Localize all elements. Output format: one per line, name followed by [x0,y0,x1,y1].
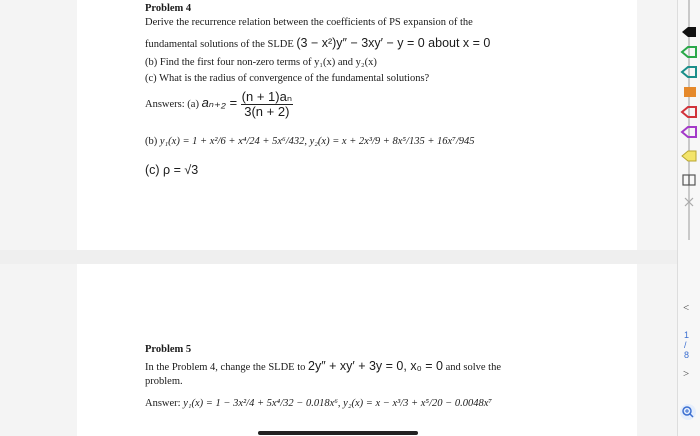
answer-b-y1: y₁(x) = 1 + x²/6 + x⁴/24 + 5x⁶/432 [159,136,305,147]
problem5-line1-suffix: and solve the [445,362,501,373]
problem5-answer-y2: y₂(x) = x − x³/3 + x⁵/20 − 0.0048x⁷ [343,398,493,409]
page-up-button[interactable]: < [683,302,690,314]
answer-a-denominator: 3(n + 2) [244,103,290,119]
page-gap [0,250,700,264]
pen-black-icon[interactable] [680,24,698,40]
horizontal-scrollbar[interactable] [258,431,418,435]
answer-a-lhs: aₙ₊₂ = [201,94,238,110]
problem5-slde: 2y″ + xy′ + 3y = 0, x₀ = 0 [308,359,443,373]
eraser-icon[interactable] [680,172,698,188]
page-down-button[interactable]: > [683,368,690,380]
problem5-answer-label: Answer: [145,398,181,409]
problem4-title: Problem 4 [145,3,192,14]
answer-a-numerator: (n + 1)aₙ [241,89,292,104]
page-total: 8 [684,350,690,360]
pen-teal-icon[interactable] [680,64,698,80]
page-current: 1 [684,330,690,340]
answer-b-label: (b) [145,136,158,147]
pen-green-icon[interactable] [680,44,698,60]
zoom-icon [680,404,696,420]
problem5-line1-prefix: In the Problem 4, change the SLDE to [145,362,306,373]
problem4-answer-b: (b) y₁(x) = 1 + x²/6 + x⁴/24 + 5x⁶/432, y₂(x) = x + 2x³/9 + 8x⁵/135 + 16x⁷/945 [145,136,475,147]
problem4-line2-prefix: fundamental solutions of the SLDE [145,39,294,50]
highlighter-orange-icon[interactable] [680,84,698,100]
problem4-part-c: (c) What is the radius of convergence of the fundamental solutions? [145,73,430,84]
annotation-sidebar [677,0,700,436]
highlighter-yellow-icon[interactable] [680,148,698,164]
problem5-title: Problem 5 [145,344,192,355]
close-icon[interactable] [680,194,698,210]
answer-b-y2: y₂(x) = x + 2x³/9 + 8x⁵/135 + 16x⁷/945 [309,136,475,147]
problem4-answer-c: (c) ρ = √3 [145,163,199,177]
problem4-slde: (3 − x²)y″ − 3xy′ − y = 0 about x = 0 [296,36,491,50]
answer-a-label: Answers: (a) [145,98,199,110]
problem5-line1 [145,359,501,373]
problem5-line2: problem. [145,376,183,387]
problem4-answer-a [145,90,294,119]
page-separator: / [684,340,687,350]
pen-purple-icon[interactable] [680,124,698,140]
answer-a-fraction [241,90,293,119]
pen-red-icon[interactable] [680,104,698,120]
problem4-part-b: (b) Find the first four non-zero terms of y₁(x) and y₂(x) [145,57,377,68]
problem4-line2 [145,36,490,50]
problem5-answer: Answer: y₁(x) = 1 − 3x²/4 + 5x⁴/32 − 0.018x⁶, y₂(x) = x − x³/3 + x⁵/20 − 0.0048x⁷ [145,398,493,409]
zoom-button[interactable] [680,404,696,420]
problem4-line1: Derive the recurrence relation between the coefficients of PS expansion of the [145,17,473,28]
problem5-answer-y1: y₁(x) = 1 − 3x²/4 + 5x⁴/32 − 0.018x⁶ [183,398,338,409]
